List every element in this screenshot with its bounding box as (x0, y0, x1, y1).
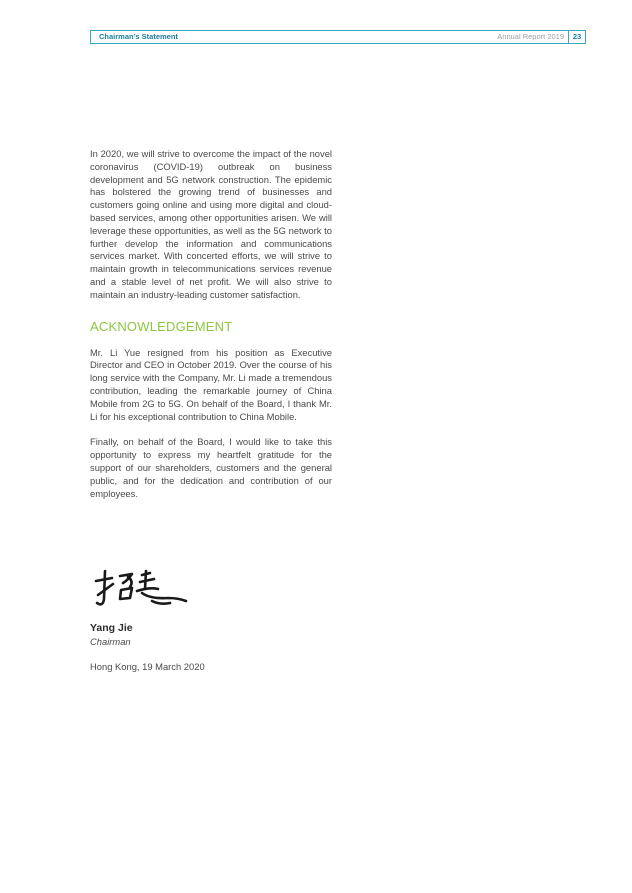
header-report-title: Annual Report 2019 (497, 32, 564, 41)
page-header (90, 30, 586, 44)
signer-title: Chairman (90, 636, 131, 647)
acknowledgement-paragraph-1: Mr. Li Yue resigned from his position as Executive Director and CEO in October 2019. Over the course of his long service with the Company, Mr. Li made a tremendous contribution, leading the remarkable journey of China Mobile from 2G to 5G. On behalf of the Board, I thank Mr. Li for his exceptional contribution to China Mobile. (90, 346, 332, 422)
signer-name: Yang Jie (90, 622, 133, 634)
acknowledgement-heading: ACKNOWLEDGEMENT (90, 318, 233, 334)
acknowledgement-paragraph-2: Finally, on behalf of the Board, I would like to take this opportunity to express my heartfelt gratitude for the support of our shareholders, customers and the general public, and for the dedication and contribution of our employees. (90, 436, 332, 499)
handwritten-signature-icon (90, 567, 190, 617)
header-section-title: Chairman’s Statement (99, 32, 178, 41)
main-content (90, 148, 332, 500)
signed-place-date: Hong Kong, 19 March 2020 (90, 661, 205, 672)
page-number: 23 (572, 32, 582, 41)
intro-paragraph: In 2020, we will strive to overcome the impact of the novel coronavirus (COVID-19) outbreak on business development and 5G network construction. The epidemic has bolstered the growing trend of businesses and customers going online and using more digital and cloud-based services, among other opportunities arisen. We will leverage these opportunities, as well as the 5G network to further develop the information and communications services market. With concerted efforts, we will strive to maintain growth in telecommunications services revenue and a stable level of net profit. We will also strive to maintain an industry-leading customer satisfaction. (90, 148, 332, 300)
